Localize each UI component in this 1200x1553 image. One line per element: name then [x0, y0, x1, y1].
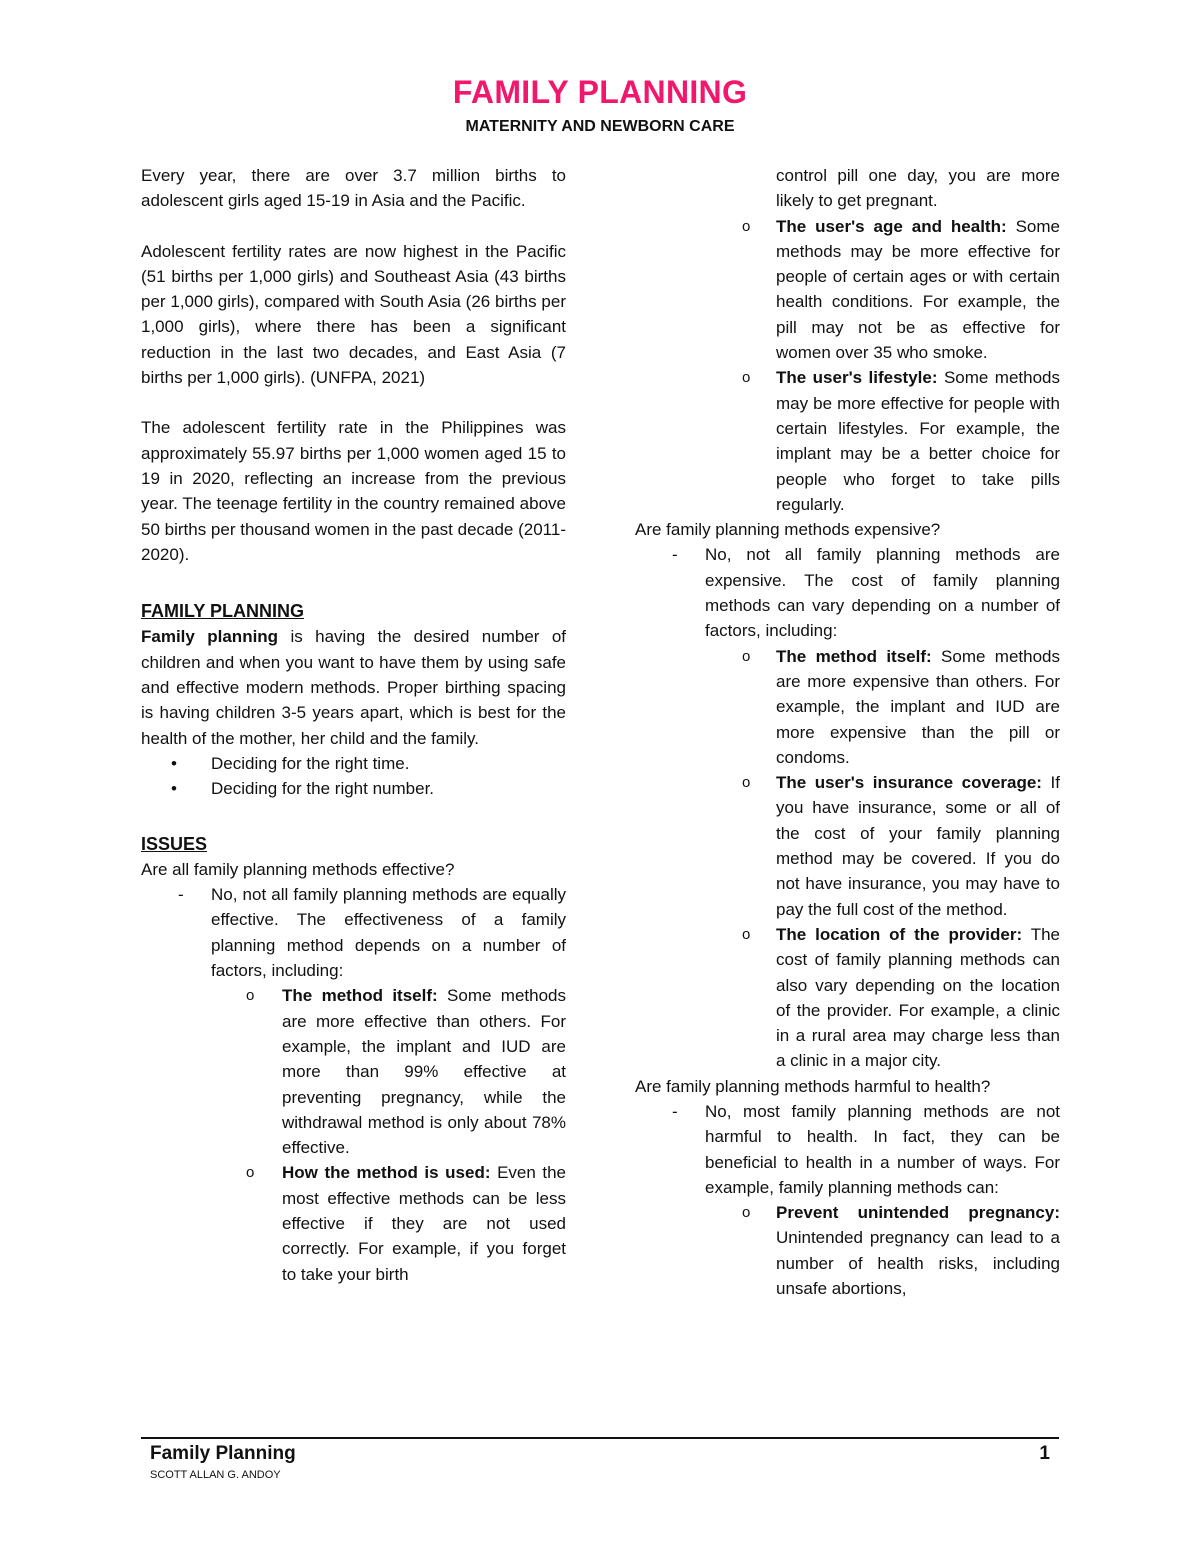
circle-bullet-icon: o — [742, 925, 751, 943]
document-title: FAMILY PLANNING — [452, 74, 748, 110]
list-item — [141, 751, 566, 776]
list-item — [141, 983, 566, 1160]
list-item — [141, 1160, 566, 1286]
circle-bullet-icon: o — [742, 647, 751, 665]
item-term: The user's lifestyle: — [776, 368, 938, 388]
list-item — [635, 922, 1060, 1074]
item-text: Even the most effective methods can be less effective if they are not used correctly. For example, if you forget to take your birth — [282, 1163, 567, 1284]
dash-marker: - — [178, 885, 184, 905]
document-subtitle: MATERNITY AND NEWBORN CARE — [465, 118, 735, 135]
paragraph-fertility-rates: Adolescent fertility rates are now highest in the Pacific (51 births per 1,000 girls) and Southeast Asia (43 births per 1,000 girls), compared with South Asia (26 births per 1,000 girls), where there has been a significant reduction in the last two decades, and East Asia (7 births per 1,000 girls). (UNFPA, 2021) — [141, 241, 566, 388]
bullet-text: Deciding for the right number. — [211, 779, 435, 799]
answer-text: No, not all family planning methods are expensive. The cost of family planning methods can vary depending on a number of factors, including: — [705, 545, 1060, 641]
list-item — [635, 1200, 1060, 1301]
item-text: Some methods may be more effective for people of certain ages or with certain health conditions. For example, the pill may not be as effective for women over 35 who smoke. — [776, 216, 1060, 363]
list-item — [635, 770, 1060, 922]
circle-bullet-icon: o — [246, 987, 255, 1005]
question-effective: Are all family planning methods effective? — [141, 859, 455, 879]
dash-marker: - — [672, 545, 678, 565]
answer-effective — [141, 882, 566, 983]
definition-text: is having the desired number of children and when you want to have them by using safe and effective modern methods. Proper birthing spacing is having children 3-5 years apart, which is best for the health of the mother, her child and the family. — [141, 627, 567, 748]
circle-bullet-icon: o — [742, 217, 751, 235]
question-harmful: Are family planning methods harmful to health? — [635, 1076, 991, 1096]
item-term: How the method is used: — [282, 1163, 491, 1183]
item-text: The cost of family planning methods can also vary depending on the location of the provider. For example, a clinic in a rural area may charge less than a clinic in a major city. — [776, 924, 1060, 1071]
answer-text: No, not all family planning methods are equally effective. The effectiveness of a family planning method depends on a number of factors, including: — [211, 885, 566, 981]
right-column — [635, 163, 1060, 1301]
question-expensive: Are family planning methods expensive? — [635, 520, 941, 540]
continued-text: control pill one day, you are more likely to get pregnant. — [776, 166, 1060, 211]
footer-divider — [141, 1437, 1059, 1439]
item-term: Prevent unintended pregnancy: — [776, 1203, 1060, 1223]
answer-expensive — [635, 542, 1060, 643]
item-text: Some methods may be more effective for people with certain lifestyles. For example, the implant may be a better choice for people who forget to take pills regularly. — [776, 368, 1061, 514]
item-text: Unintended pregnancy can lead to a number of health risks, including unsafe abortions, — [776, 1228, 1060, 1299]
item-text: Some methods are more expensive than others. For example, the implant and IUD are more expensive than the pill or condoms. — [776, 646, 1060, 767]
circle-bullet-icon: o — [742, 369, 751, 387]
paragraph-births: Every year, there are over 3.7 million births to adolescent girls aged 15-19 in Asia and the Pacific. — [141, 166, 566, 211]
paragraph-philippines: The adolescent fertility rate in the Philippines was approximately 55.97 births per 1,000 women aged 15 to 19 in 2020, reflecting an increase from the previous year. The teenage fertility in the country remained above 50 births per thousand women in the past decade (2011-2020). — [141, 418, 566, 564]
item-term: The user's insurance coverage: — [776, 773, 1042, 793]
section-heading-issues: ISSUES — [141, 833, 208, 854]
item-text: Some methods are more effective than others. For example, the implant and IUD are more than 99% effective at preventing pregnancy, while the withdrawal method is only about 78% effective. — [282, 986, 566, 1158]
circle-bullet-icon: o — [742, 774, 751, 792]
paragraph-definition — [141, 624, 566, 750]
dash-marker: - — [672, 1101, 678, 1121]
answer-text: No, most family planning methods are not harmful to health. In fact, they can be beneficial to health in a number of ways. For example, family planning methods can: — [705, 1101, 1060, 1197]
item-term: The method itself: — [776, 646, 932, 666]
section-heading-family-planning: FAMILY PLANNING — [141, 601, 305, 622]
item-term: The user's age and health: — [776, 216, 1007, 236]
bullet-icon: • — [171, 753, 177, 773]
answer-harmful — [635, 1099, 1060, 1200]
definition-term: Family planning — [141, 627, 279, 647]
item-term: The method itself: — [282, 986, 438, 1006]
circle-bullet-icon: o — [742, 1204, 751, 1222]
list-item — [635, 644, 1060, 770]
left-column — [141, 163, 566, 1287]
bullet-text: Deciding for the right time. — [211, 753, 410, 773]
item-term: The location of the provider: — [776, 924, 1023, 944]
footer-title: Family Planning — [150, 1443, 296, 1464]
footer-author: SCOTT ALLAN G. ANDOY — [150, 1469, 281, 1481]
circle-bullet-icon: o — [246, 1164, 255, 1182]
list-item — [635, 214, 1060, 366]
list-item — [141, 776, 566, 801]
page-number: 1 — [1039, 1443, 1050, 1464]
bullet-icon: • — [171, 779, 177, 799]
list-item — [635, 365, 1060, 517]
item-text: If you have insurance, some or all of the cost of your family planning method may be covered. If you do not have insurance, you may have to pay the full cost of the method. — [776, 773, 1061, 919]
